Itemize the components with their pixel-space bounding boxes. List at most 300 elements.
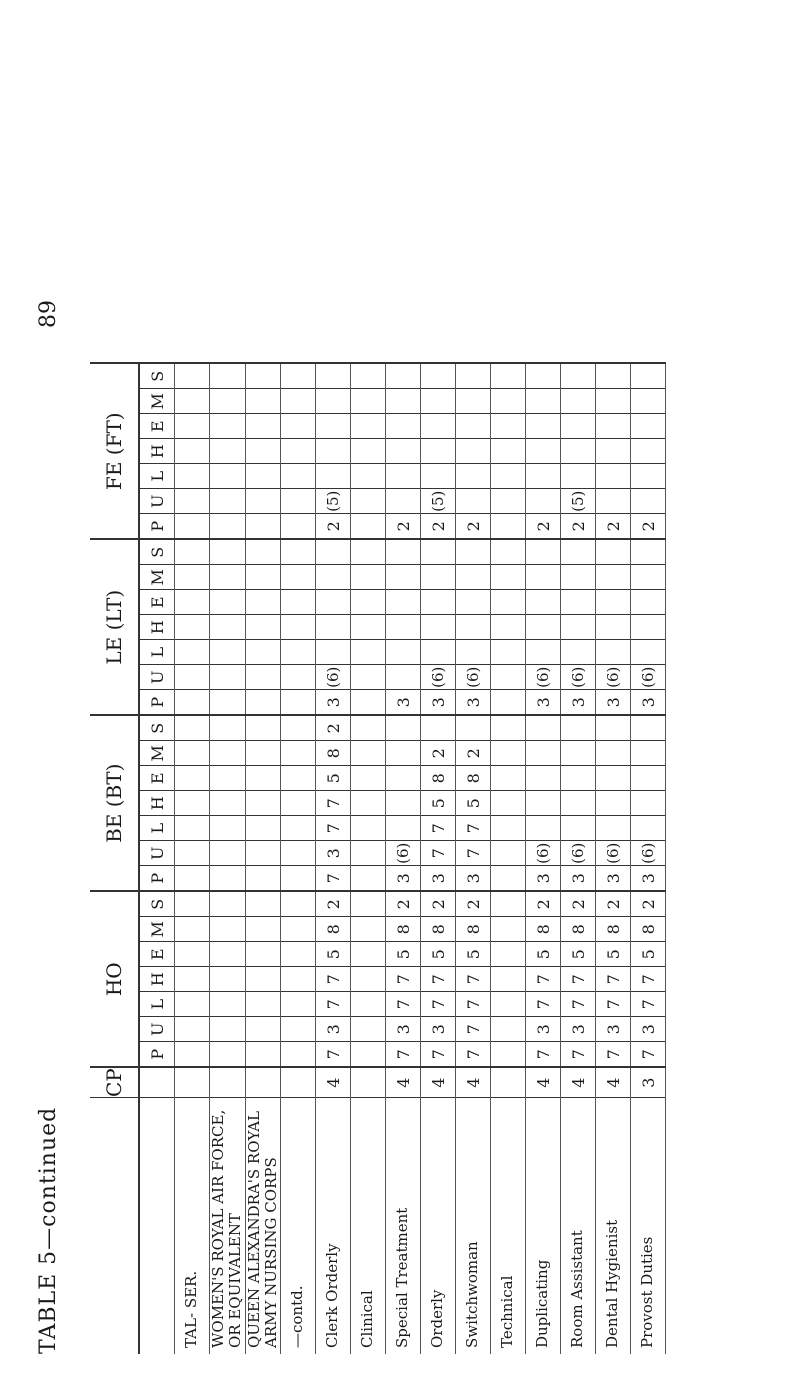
grade-cell: [491, 766, 526, 791]
grade-cell: [596, 615, 631, 640]
grade-cell: [210, 942, 246, 967]
grade-cell: [421, 539, 456, 565]
grade-cell: 8: [456, 917, 491, 942]
grade-cell: [386, 590, 421, 615]
grade-cell: [175, 1017, 210, 1042]
grade-cell: [245, 942, 281, 967]
trade-name: Provost Duties: [631, 1098, 666, 1355]
grade-cell: [210, 414, 246, 439]
grade-cell: [491, 1017, 526, 1042]
grade-cell: [210, 514, 246, 540]
grade-cell: (6): [421, 665, 456, 690]
grade-cell: [351, 489, 386, 514]
table-row: [210, 363, 246, 1354]
grade-cell: [526, 539, 561, 565]
grade-cell: 2: [526, 891, 561, 917]
grade-cell: [456, 565, 491, 590]
grade-cell: (6): [596, 665, 631, 690]
grade-cell: [281, 489, 316, 514]
grade-cell: (5): [421, 489, 456, 514]
grade-cell: 7: [456, 1017, 491, 1042]
grade-cell: 3: [386, 690, 421, 716]
grade-cell: 3: [386, 866, 421, 892]
grade-cell: [175, 791, 210, 816]
grade-cell: [351, 942, 386, 967]
grade-cell: [210, 841, 246, 866]
grade-cell: [175, 841, 210, 866]
grade-cell: 3: [316, 1017, 351, 1042]
grade-cell: [526, 363, 561, 389]
letter-header-blank: [139, 1098, 175, 1355]
grade-cell: [175, 766, 210, 791]
pulhems-letter: E: [139, 414, 175, 439]
grade-cell: [281, 917, 316, 942]
pulhems-letter: P: [139, 1042, 175, 1068]
grade-cell: [175, 917, 210, 942]
grade-cell: [175, 464, 210, 489]
grade-cell: 2: [561, 514, 596, 540]
grade-cell: 7: [456, 967, 491, 992]
grade-cell: 2: [456, 514, 491, 540]
grade-cell: 7: [421, 841, 456, 866]
grade-cell: [561, 464, 596, 489]
grade-cell: [526, 766, 561, 791]
grade-cell: [386, 565, 421, 590]
grade-cell: [175, 741, 210, 766]
grade-cell: [631, 715, 666, 741]
grade-cell: [245, 565, 281, 590]
grade-cell: (5): [316, 489, 351, 514]
grade-cell: 5: [561, 942, 596, 967]
grade-cell: [491, 363, 526, 389]
pulhems-letter: U: [139, 1017, 175, 1042]
grade-cell: [456, 640, 491, 665]
grade-cell: [456, 439, 491, 464]
grade-cell: [175, 690, 210, 716]
grade-cell: [386, 791, 421, 816]
grade-cell: 3: [561, 1017, 596, 1042]
grade-cell: [210, 1042, 246, 1068]
grade-cell: 2: [421, 741, 456, 766]
grade-cell: [316, 464, 351, 489]
grade-cell: [491, 866, 526, 892]
trade-name: Duplicating: [526, 1098, 561, 1355]
grade-cell: 7: [526, 967, 561, 992]
grade-cell: 7: [386, 967, 421, 992]
grade-cell: [210, 816, 246, 841]
grade-cell: [281, 590, 316, 615]
grade-cell: 7: [316, 992, 351, 1017]
grade-cell: [491, 816, 526, 841]
grade-cell: 5: [316, 942, 351, 967]
grade-cell: 5: [421, 791, 456, 816]
grade-cell: 8: [631, 917, 666, 942]
grade-cell: 7: [456, 992, 491, 1017]
grade-cell: [351, 565, 386, 590]
pulhems-letter: L: [139, 816, 175, 841]
pulhems-letter: U: [139, 665, 175, 690]
grade-cell: [210, 992, 246, 1017]
grade-cell: [596, 414, 631, 439]
grade-cell: [175, 665, 210, 690]
grade-cell: [386, 615, 421, 640]
grade-cell: [351, 439, 386, 464]
grade-cell: [351, 766, 386, 791]
grade-cell: [281, 464, 316, 489]
pulhems-letter: E: [139, 942, 175, 967]
grade-cell: [491, 590, 526, 615]
grade-cell: [596, 439, 631, 464]
grade-cell: [596, 816, 631, 841]
grade-cell: [210, 791, 246, 816]
grade-cell: [245, 1017, 281, 1042]
grade-cell: [526, 464, 561, 489]
grade-cell: [491, 489, 526, 514]
grade-cell: 2: [421, 514, 456, 540]
grade-cell: [245, 615, 281, 640]
grade-cell: [596, 766, 631, 791]
grade-cell: [351, 992, 386, 1017]
grade-cell: (6): [526, 665, 561, 690]
pulhems-letter: M: [139, 565, 175, 590]
grade-cell: [351, 1017, 386, 1042]
pulhems-letter: M: [139, 917, 175, 942]
grade-cell: (5): [561, 489, 596, 514]
grade-cell: [281, 539, 316, 565]
grade-cell: [245, 967, 281, 992]
pulhems-letter: S: [139, 891, 175, 917]
grade-cell: [245, 866, 281, 892]
grade-cell: 2: [596, 514, 631, 540]
grade-cell: [210, 464, 246, 489]
grade-cell: [245, 715, 281, 741]
grade-cell: [245, 439, 281, 464]
grade-cell: [386, 640, 421, 665]
grade-cell: [210, 715, 246, 741]
cp-value: 4: [526, 1067, 561, 1097]
grade-cell: [175, 1042, 210, 1068]
grade-cell: [561, 439, 596, 464]
grade-cell: [491, 917, 526, 942]
grade-cell: [210, 539, 246, 565]
grade-cell: [386, 665, 421, 690]
grade-cell: [281, 640, 316, 665]
grade-cell: [245, 514, 281, 540]
grade-cell: 7: [316, 791, 351, 816]
grade-cell: 2: [316, 514, 351, 540]
grade-cell: (6): [386, 841, 421, 866]
grade-cell: [491, 891, 526, 917]
grade-cell: [631, 741, 666, 766]
grade-cell: [421, 640, 456, 665]
grade-cell: 7: [456, 1042, 491, 1068]
grade-cell: [281, 615, 316, 640]
grade-cell: [421, 464, 456, 489]
grade-cell: [386, 389, 421, 414]
pulhems-letter: H: [139, 791, 175, 816]
grade-cell: 5: [316, 766, 351, 791]
grade-cell: [561, 389, 596, 414]
grade-cell: [631, 363, 666, 389]
grade-cell: 5: [386, 942, 421, 967]
grade-cell: 3: [316, 690, 351, 716]
grade-cell: [245, 640, 281, 665]
grade-cell: [316, 640, 351, 665]
grade-cell: [386, 489, 421, 514]
grade-cell: 2: [596, 891, 631, 917]
column-group-label: FE (FT): [90, 363, 139, 539]
grade-cell: [245, 464, 281, 489]
grade-cell: 3: [421, 1017, 456, 1042]
grade-cell: [210, 741, 246, 766]
grade-cell: [456, 615, 491, 640]
grade-cell: [245, 917, 281, 942]
grade-cell: [386, 741, 421, 766]
grade-cell: [210, 439, 246, 464]
grade-cell: 3: [631, 690, 666, 716]
grade-cell: [210, 1017, 246, 1042]
grade-cell: [491, 967, 526, 992]
grade-cell: [386, 539, 421, 565]
grade-cell: [175, 565, 210, 590]
grade-cell: [175, 640, 210, 665]
grade-cell: [561, 565, 596, 590]
grade-cell: [316, 590, 351, 615]
grade-cell: [631, 615, 666, 640]
grade-cell: [561, 590, 596, 615]
grade-cell: [631, 791, 666, 816]
pulhems-letter: S: [139, 539, 175, 565]
trade-name: Clinical: [351, 1098, 386, 1355]
grade-cell: [631, 539, 666, 565]
grade-cell: [631, 439, 666, 464]
grade-cell: [526, 590, 561, 615]
grade-cell: [351, 741, 386, 766]
grade-cell: [316, 389, 351, 414]
grade-cell: [281, 363, 316, 389]
table-row: [351, 363, 386, 1354]
table-row: [421, 363, 456, 1354]
grade-cell: [316, 439, 351, 464]
grade-cell: [210, 866, 246, 892]
grade-cell: 7: [596, 1042, 631, 1068]
grade-cell: [281, 741, 316, 766]
cp-value: 4: [386, 1067, 421, 1097]
pulhems-letter: U: [139, 841, 175, 866]
grade-cell: [386, 439, 421, 464]
grade-cell: [281, 514, 316, 540]
grade-cell: [281, 414, 316, 439]
grade-cell: [175, 489, 210, 514]
grade-cell: [596, 640, 631, 665]
grade-cell: [316, 565, 351, 590]
grade-cell: [175, 389, 210, 414]
grade-cell: 2: [561, 891, 596, 917]
header-blank: [90, 1098, 139, 1355]
grade-cell: [491, 640, 526, 665]
grade-cell: [456, 489, 491, 514]
grade-cell: [245, 891, 281, 917]
grade-cell: [421, 715, 456, 741]
grade-cell: [491, 414, 526, 439]
grade-cell: [491, 439, 526, 464]
grade-cell: [210, 565, 246, 590]
grade-cell: 3: [596, 866, 631, 892]
grade-cell: [351, 363, 386, 389]
grade-cell: [631, 414, 666, 439]
grade-cell: 2: [456, 741, 491, 766]
pulhems-letter: L: [139, 640, 175, 665]
table-row: [526, 363, 561, 1354]
grade-cell: [351, 967, 386, 992]
grade-cell: 8: [526, 917, 561, 942]
grade-cell: 3: [526, 866, 561, 892]
letter-header-cp-blank: [139, 1067, 175, 1097]
grade-cell: [245, 539, 281, 565]
grade-cell: [175, 590, 210, 615]
cp-value: 4: [561, 1067, 596, 1097]
grade-cell: 7: [596, 992, 631, 1017]
grade-cell: 5: [526, 942, 561, 967]
column-group-label: HO: [90, 891, 139, 1067]
grade-cell: [561, 816, 596, 841]
grade-cell: [526, 640, 561, 665]
trade-name: Room Assistant: [561, 1098, 596, 1355]
grade-cell: [175, 942, 210, 967]
grade-cell: 2: [456, 891, 491, 917]
grade-cell: 2: [421, 891, 456, 917]
grade-cell: 8: [316, 917, 351, 942]
pulhems-letter: H: [139, 439, 175, 464]
grade-cell: [351, 917, 386, 942]
grade-cell: [281, 841, 316, 866]
grade-cell: [561, 640, 596, 665]
grade-cell: [175, 439, 210, 464]
grade-cell: [631, 389, 666, 414]
grade-cell: (6): [561, 841, 596, 866]
grade-cell: [281, 1042, 316, 1068]
grade-cell: [561, 715, 596, 741]
pulhems-letter: S: [139, 363, 175, 389]
grade-cell: [245, 766, 281, 791]
grade-cell: [421, 590, 456, 615]
grade-cell: [210, 389, 246, 414]
grade-cell: [491, 942, 526, 967]
grade-cell: [421, 439, 456, 464]
grade-cell: (6): [526, 841, 561, 866]
grade-cell: [561, 363, 596, 389]
grade-cell: [631, 565, 666, 590]
grade-cell: [351, 690, 386, 716]
grade-cell: [175, 414, 210, 439]
grade-cell: [561, 615, 596, 640]
grade-cell: [456, 715, 491, 741]
grade-cell: 2: [526, 514, 561, 540]
grade-cell: [491, 665, 526, 690]
grade-cell: 7: [316, 1042, 351, 1068]
grade-cell: 7: [421, 992, 456, 1017]
grade-cell: 3: [386, 1017, 421, 1042]
grade-cell: 2: [631, 891, 666, 917]
grade-cell: 3: [456, 690, 491, 716]
table-row: [561, 363, 596, 1354]
grade-cell: [386, 464, 421, 489]
page-number: 89: [36, 300, 61, 328]
grade-cell: [526, 565, 561, 590]
grade-cell: 7: [561, 1042, 596, 1068]
grade-cell: [281, 967, 316, 992]
trade-name: WOMEN'S ROYAL AIR FORCE, OR EQUIVALENT: [210, 1098, 246, 1355]
grade-cell: [175, 539, 210, 565]
cp-value: [281, 1067, 316, 1097]
grade-cell: [351, 464, 386, 489]
grade-cell: 7: [561, 967, 596, 992]
grade-cell: 8: [456, 766, 491, 791]
medical-grading-table: [90, 362, 666, 1354]
grade-cell: [351, 514, 386, 540]
grade-cell: (6): [631, 665, 666, 690]
grade-cell: [210, 766, 246, 791]
trade-name: TAL- SER.: [175, 1098, 210, 1355]
grade-cell: [421, 565, 456, 590]
grade-cell: [175, 615, 210, 640]
table-row: [281, 363, 316, 1354]
grade-cell: [281, 389, 316, 414]
pulhems-letter: H: [139, 967, 175, 992]
grade-cell: 5: [456, 791, 491, 816]
grade-cell: [351, 1042, 386, 1068]
grade-cell: [456, 389, 491, 414]
grade-cell: [210, 891, 246, 917]
grade-cell: 2: [316, 891, 351, 917]
grade-cell: [596, 715, 631, 741]
grade-cell: [421, 414, 456, 439]
cp-value: [245, 1067, 281, 1097]
grade-cell: [316, 539, 351, 565]
grade-cell: [175, 514, 210, 540]
grade-cell: [281, 866, 316, 892]
grade-cell: 3: [561, 690, 596, 716]
grade-cell: [281, 816, 316, 841]
table-title: TABLE 5—continued: [36, 1106, 61, 1354]
grade-cell: 3: [316, 841, 351, 866]
grade-cell: [245, 791, 281, 816]
grade-cell: [456, 464, 491, 489]
trade-name: —contd.: [281, 1098, 316, 1355]
grade-cell: [386, 363, 421, 389]
grade-cell: 3: [421, 690, 456, 716]
pulhems-letter: L: [139, 992, 175, 1017]
grade-cell: [281, 439, 316, 464]
trade-name: Switchwoman: [456, 1098, 491, 1355]
grade-cell: [351, 590, 386, 615]
grade-cell: 7: [631, 992, 666, 1017]
grade-cell: 8: [386, 917, 421, 942]
trade-name: Dental Hygienist: [596, 1098, 631, 1355]
grade-cell: [456, 539, 491, 565]
grade-cell: 7: [596, 967, 631, 992]
grade-cell: [175, 967, 210, 992]
grade-cell: [526, 414, 561, 439]
grade-cell: [210, 640, 246, 665]
grade-cell: 2: [386, 514, 421, 540]
pulhems-letter: P: [139, 866, 175, 892]
grade-cell: [526, 715, 561, 741]
grade-cell: 8: [316, 741, 351, 766]
cp-value: [351, 1067, 386, 1097]
grade-cell: [631, 464, 666, 489]
grade-cell: [526, 741, 561, 766]
